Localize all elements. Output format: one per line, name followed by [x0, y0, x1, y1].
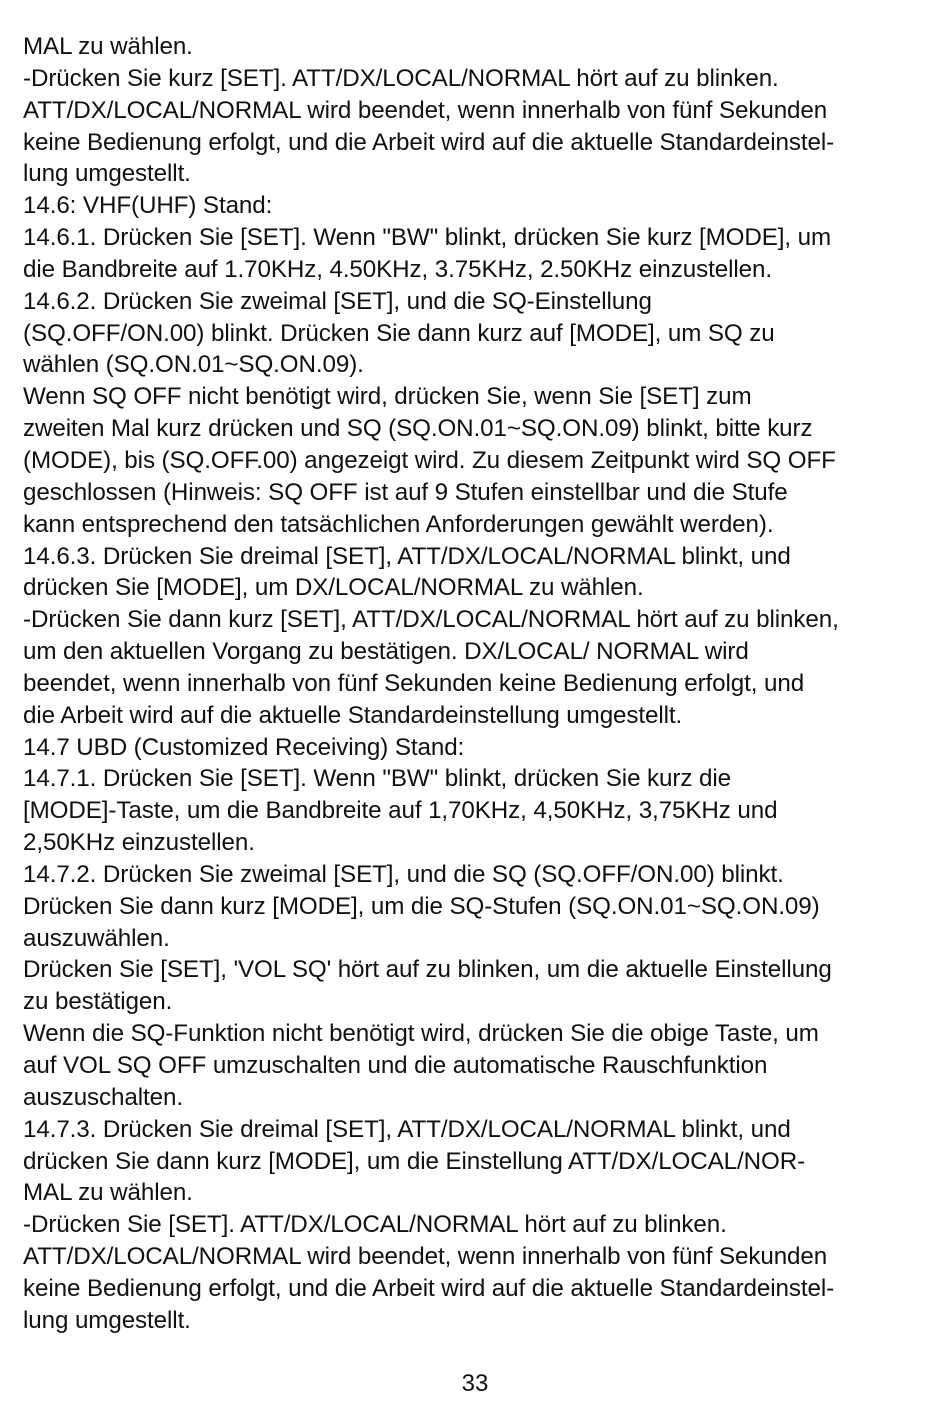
- text-line: beendet, wenn innerhalb von fünf Sekunden keine Bedienung erfolgt, und: [23, 669, 805, 697]
- text-line: auf VOL SQ OFF umzuschalten und die automatische Rauschfunktion: [23, 1052, 768, 1079]
- text-line: drücken Sie [MODE], um DX/LOCAL/NORMAL zu wählen.: [23, 574, 644, 602]
- text-line: -Drücken Sie dann kurz [SET], ATT/DX/LOCAL/NORMAL hört auf zu blinken,: [23, 606, 839, 634]
- text-line: 14.7 UBD (Customized Receiving) Stand:: [23, 733, 465, 761]
- text-line: kann entsprechend den tatsächlichen Anforderungen gewählt werden).: [23, 510, 774, 538]
- text-line: Wenn SQ OFF nicht benötigt wird, drücken Sie, wenn Sie [SET] zum: [23, 383, 752, 411]
- text-line: lung umgestellt.: [23, 160, 191, 188]
- text-line: MAL zu wählen.: [23, 1179, 193, 1207]
- text-line: die Bandbreite auf 1.70KHz, 4.50KHz, 3.75KHz, 2.50KHz einzustellen.: [23, 255, 772, 283]
- text-line: 14.7.2. Drücken Sie zweimal [SET], und die SQ (SQ.OFF/ON.00) blinkt.: [23, 860, 784, 888]
- text-line: keine Bedienung erfolgt, und die Arbeit wird auf die aktuelle Standardeinstel-: [23, 128, 835, 156]
- text-line: die Arbeit wird auf die aktuelle Standardeinstellung umgestellt.: [23, 701, 683, 729]
- text-line: auszuschalten.: [23, 1083, 183, 1111]
- text-line: 14.7.3. Drücken Sie dreimal [SET], ATT/DX/LOCAL/NORMAL blinkt, und: [23, 1115, 791, 1143]
- text-line: 14.6.1. Drücken Sie [SET]. Wenn "BW" blinkt, drücken Sie kurz [MODE], um: [23, 224, 832, 252]
- text-line: zweiten Mal kurz drücken und SQ (SQ.ON.01~SQ.ON.09) blinkt, bitte kurz: [23, 415, 813, 443]
- text-line: Drücken Sie dann kurz [MODE], um die SQ-Stufen (SQ.ON.01~SQ.ON.09): [23, 892, 820, 920]
- text-line: (SQ.OFF/ON.00) blinkt. Drücken Sie dann kurz auf [MODE], um SQ zu: [23, 319, 775, 347]
- text-line: 14.6: VHF(UHF) Stand:: [23, 192, 273, 220]
- text-line: auszuwählen.: [23, 924, 170, 952]
- text-line: 14.7.1. Drücken Sie [SET]. Wenn "BW" blinkt, drücken Sie kurz die: [23, 765, 731, 793]
- text-line: wählen (SQ.ON.01~SQ.ON.09).: [23, 351, 364, 379]
- body-text: [23, 31, 933, 1337]
- page-number: 33: [461, 1370, 489, 1397]
- text-line: ATT/DX/LOCAL/NORMAL wird beendet, wenn innerhalb von fünf Sekunden: [23, 96, 828, 124]
- text-line: 2,50KHz einzustellen.: [23, 829, 255, 857]
- text-line: drücken Sie dann kurz [MODE], um die Einstellung ATT/DX/LOCAL/NOR-: [23, 1147, 806, 1175]
- text-line: um den aktuellen Vorgang zu bestätigen. DX/LOCAL/ NORMAL wird: [23, 638, 749, 666]
- text-line: lung umgestellt.: [23, 1306, 191, 1334]
- text-line: [MODE]-Taste, um die Bandbreite auf 1,70KHz, 4,50KHz, 3,75KHz und: [23, 797, 778, 825]
- text-line: 14.6.2. Drücken Sie zweimal [SET], und die SQ-Einstellung: [23, 287, 652, 315]
- text-line: Drücken Sie [SET], 'VOL SQ' hört auf zu blinken, um die aktuelle Einstellung: [23, 956, 832, 984]
- text-line: -Drücken Sie [SET]. ATT/DX/LOCAL/NORMAL hört auf zu blinken.: [23, 1211, 727, 1239]
- text-line: 14.6.3. Drücken Sie dreimal [SET], ATT/DX/LOCAL/NORMAL blinkt, und: [23, 542, 791, 570]
- text-line: geschlossen (Hinweis: SQ OFF ist auf 9 Stufen einstellbar und die Stufe: [23, 478, 788, 506]
- text-line: Wenn die SQ-Funktion nicht benötigt wird, drücken Sie die obige Taste, um: [23, 1020, 819, 1048]
- text-line: keine Bedienung erfolgt, und die Arbeit wird auf die aktuelle Standardeinstel-: [23, 1274, 835, 1302]
- text-line: -Drücken Sie kurz [SET]. ATT/DX/LOCAL/NORMAL hört auf zu blinken.: [23, 64, 779, 92]
- text-line: MAL zu wählen.: [23, 33, 193, 60]
- text-line: zu bestätigen.: [23, 988, 173, 1016]
- text-line: ATT/DX/LOCAL/NORMAL wird beendet, wenn innerhalb von fünf Sekunden: [23, 1243, 828, 1271]
- text-line: (MODE), bis (SQ.OFF.00) angezeigt wird. Zu diesem Zeitpunkt wird SQ OFF: [23, 446, 836, 474]
